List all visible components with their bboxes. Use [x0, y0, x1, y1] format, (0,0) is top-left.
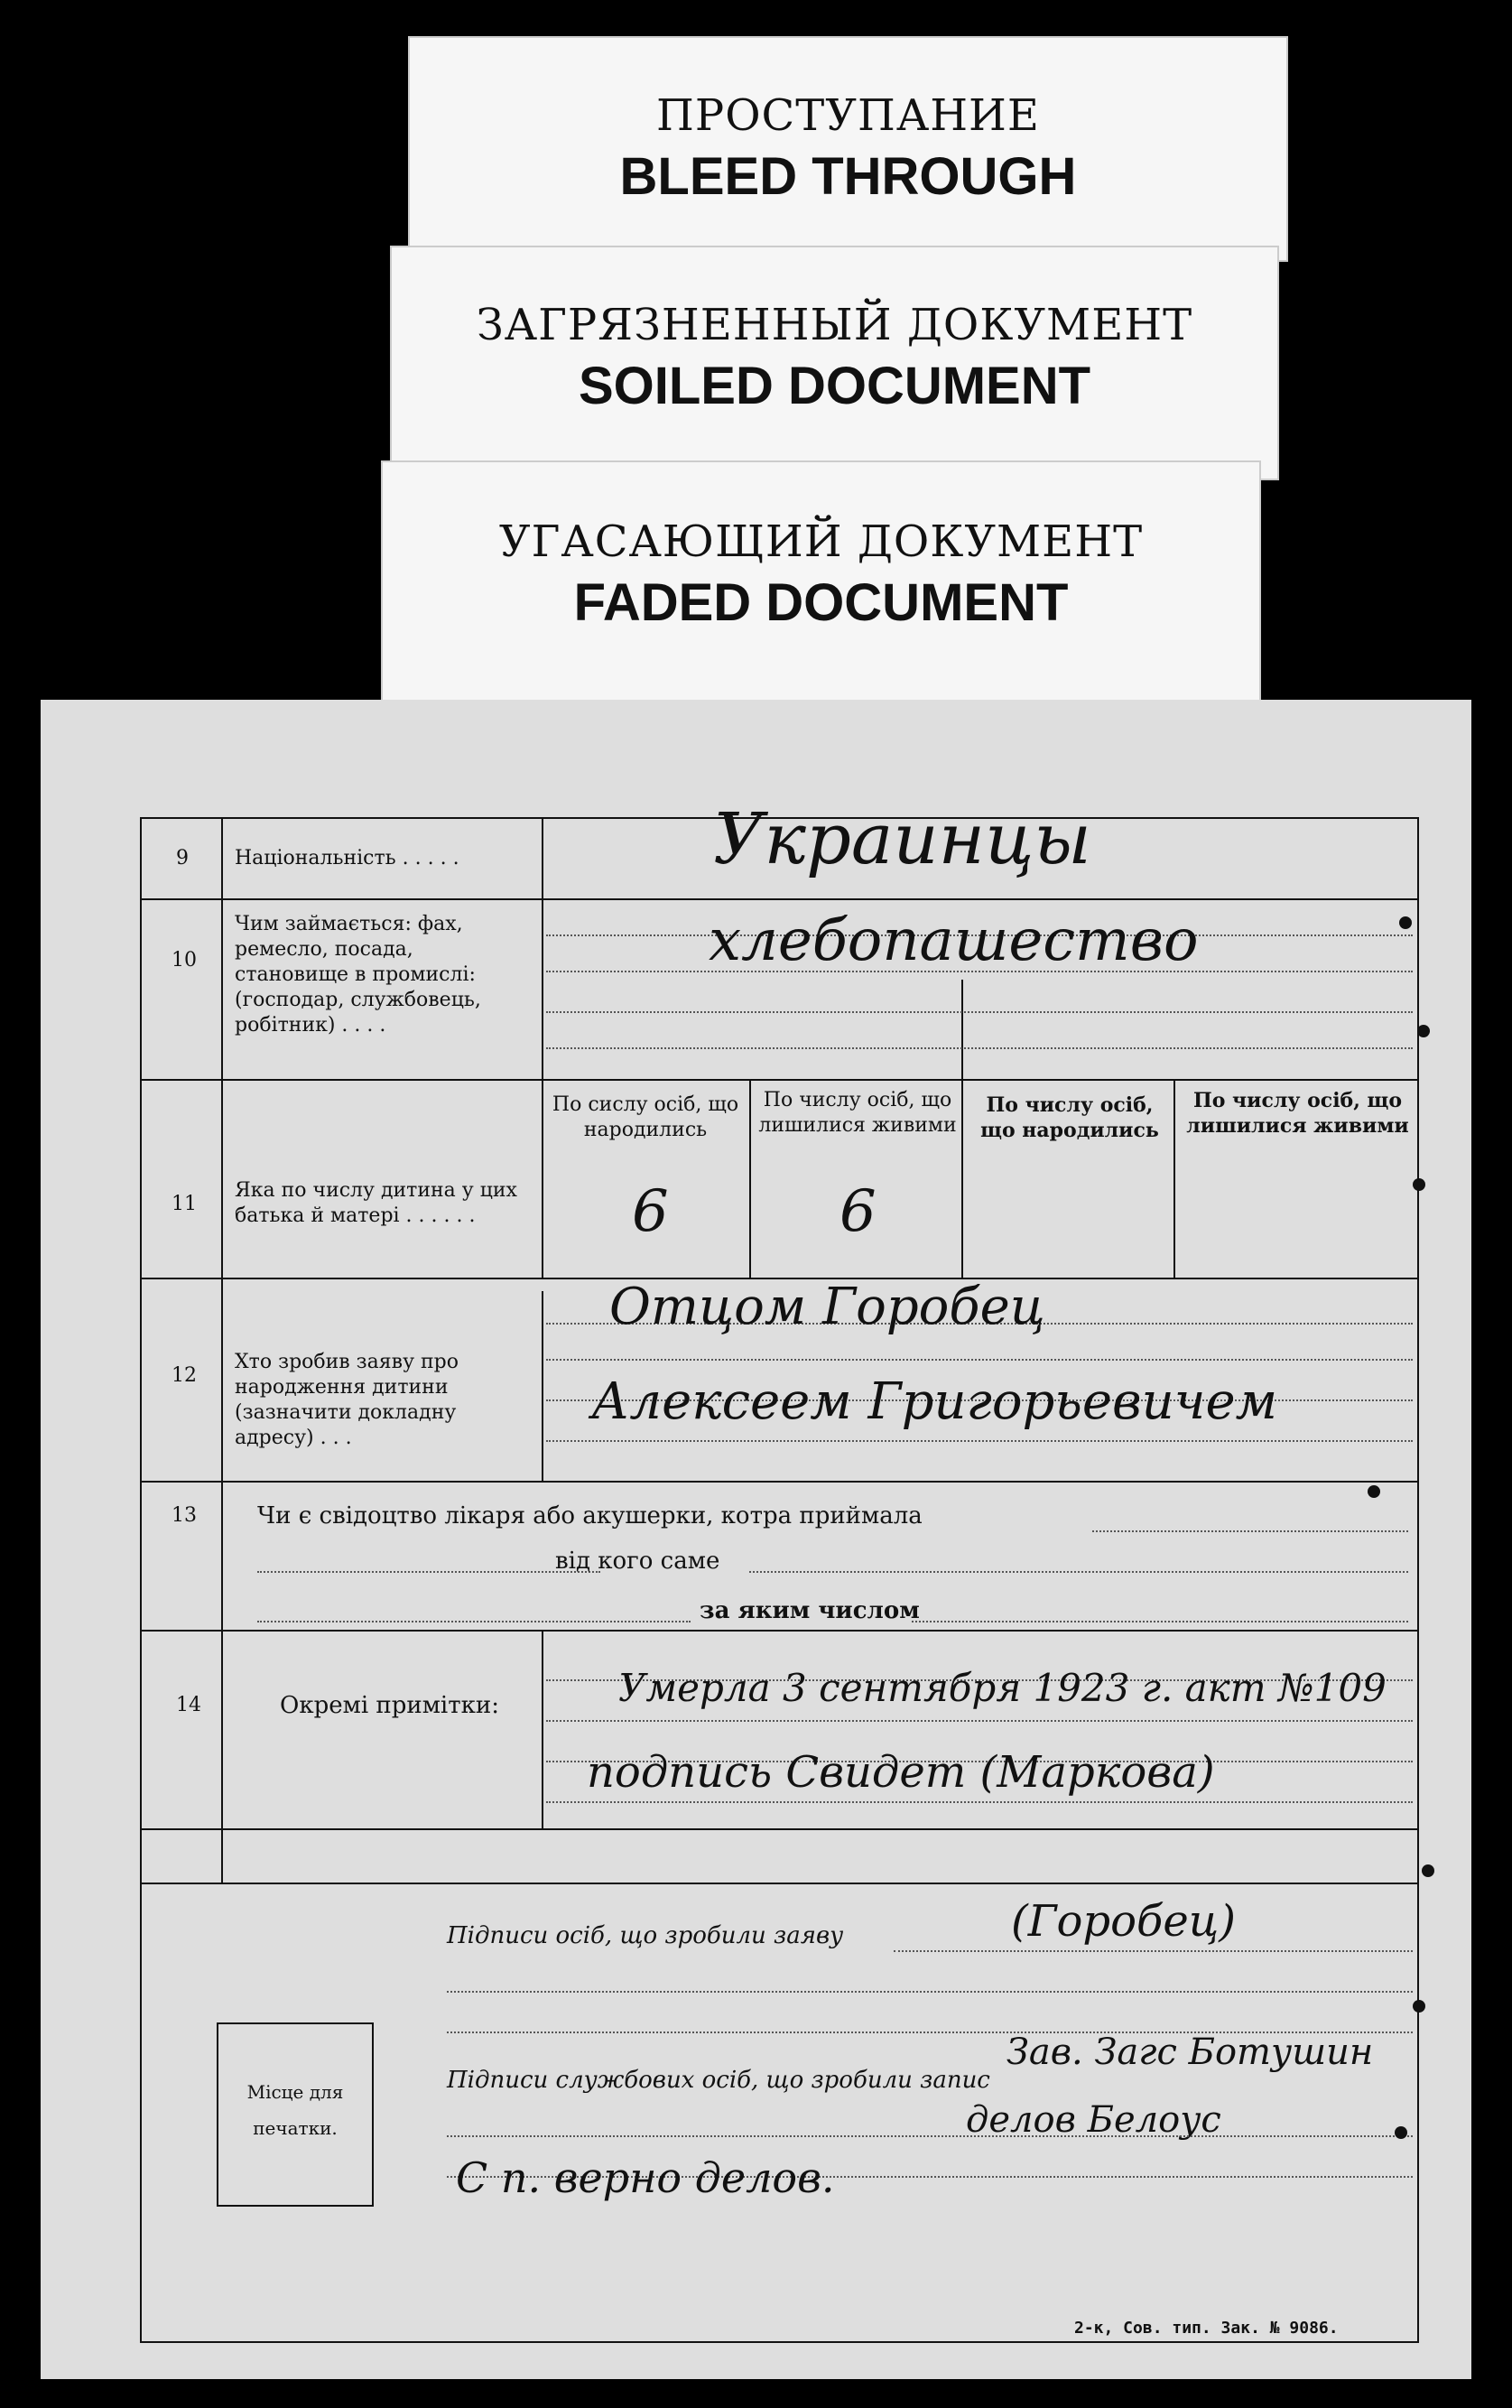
- dotted-line: [546, 1720, 1413, 1722]
- frame-bottom: [140, 2341, 1417, 2343]
- label-column-line-2: [542, 1291, 543, 1481]
- seal-placeholder-label: Місце для печатки.: [246, 2081, 344, 2139]
- applicants-signature-value: (Горобец): [1011, 1896, 1236, 1947]
- dotted-line: [546, 1440, 1413, 1442]
- dotted-line: [749, 1571, 1408, 1573]
- dotted-line: [257, 1621, 691, 1622]
- dotted-line: [546, 1047, 1413, 1049]
- dotted-line: [912, 1621, 1408, 1622]
- bleed-through-en: BLEED THROUGH: [619, 147, 1077, 206]
- officials-signature-value-2: делов Белоус: [966, 2099, 1221, 2141]
- printer-footer: 2-к, Сов. тип. Зак. № 9086.: [1074, 2319, 1339, 2338]
- dotted-line: [257, 1571, 600, 1573]
- row-line-10: [140, 1079, 1417, 1081]
- binding-hole: [1422, 1864, 1434, 1877]
- row-9-label: Національність . . . . .: [235, 847, 459, 869]
- row-10-value: хлебопашество: [709, 907, 1199, 974]
- bleed-through-ru: ПРОСТУПАНИЕ: [656, 90, 1040, 141]
- bleed-through-label: [408, 36, 1288, 262]
- binding-hole: [1399, 916, 1412, 929]
- row-12-value-1: Отцом Горобец: [609, 1278, 1045, 1336]
- dotted-line: [447, 2135, 1413, 2137]
- dotted-line: [546, 1011, 1413, 1013]
- row-13-line-1: Чи є свідоцтво лікаря або акушерки, котра приймала: [257, 1502, 923, 1529]
- r11-col3-line: [1173, 1079, 1175, 1278]
- soiled-document-label: [390, 246, 1279, 480]
- soiled-document-en: SOILED DOCUMENT: [578, 357, 1091, 415]
- row-13-line-3: за яким числом: [700, 1597, 920, 1624]
- r11-header-alive-1: По числу осіб, що лишилися живими: [758, 1089, 957, 1137]
- applicants-signature-label: Підписи осіб, що зробили заяву: [447, 1922, 844, 1949]
- num-column-line: [221, 817, 223, 1883]
- row-14-label: Окремі примітки:: [280, 1692, 499, 1719]
- row-10-number: 10: [172, 949, 197, 972]
- officials-signature-label: Підписи службових осіб, що зробили запис: [447, 2067, 990, 2094]
- row-line-9: [140, 898, 1417, 900]
- row-line-15: [140, 1883, 1417, 1884]
- faded-document-ru: УГАСАЮЩИЙ ДОКУМЕНТ: [498, 516, 1144, 567]
- row-11-label: Яка по числу дитина у цих батька й матері . . . . . .: [235, 1179, 517, 1227]
- row-14-value-2: подпись Свидет (Маркова): [587, 1747, 1215, 1798]
- soiled-document-ru: ЗАГРЯЗНЕННЫЙ ДОКУМЕНТ: [476, 300, 1193, 350]
- row-11-number: 11: [172, 1193, 197, 1215]
- row-9-value: Украинцы: [713, 799, 1091, 880]
- r11-value-born: 6: [632, 1178, 669, 1245]
- officials-signature-value-1: Зав. Загс Ботушин: [1006, 2031, 1374, 2073]
- r11-col1-line: [749, 1079, 751, 1278]
- frame-right: [1417, 817, 1419, 2343]
- copy-verified-note: С п. верно делов.: [456, 2153, 835, 2202]
- row-9-number: 9: [176, 847, 189, 869]
- dotted-line: [447, 1991, 1413, 1993]
- label-column-line-3: [542, 1630, 543, 1828]
- row-14-value-1: Умерла 3 сентября 1923 г. акт №109: [618, 1666, 1387, 1710]
- row-12-value-2: Алексеем Григорьевичем: [591, 1372, 1278, 1431]
- dotted-line: [1092, 1530, 1408, 1532]
- row-13-line-2: від кого саме: [555, 1548, 720, 1575]
- binding-hole: [1413, 2000, 1425, 2013]
- row-line-14: [140, 1828, 1417, 1830]
- birth-record-form: [41, 700, 1471, 2379]
- binding-hole: [1395, 2126, 1407, 2139]
- label-column-line: [542, 817, 543, 1278]
- dotted-line: [546, 1801, 1413, 1803]
- row-13-number: 13: [172, 1504, 197, 1527]
- row-12-number: 12: [172, 1364, 197, 1387]
- form-grid: [99, 799, 1409, 2343]
- r11-value-alive: 6: [839, 1178, 877, 1245]
- row-line-12: [140, 1481, 1417, 1483]
- frame-left: [140, 817, 142, 2343]
- dotted-line: [546, 1359, 1413, 1361]
- faded-document-en: FADED DOCUMENT: [573, 573, 1069, 632]
- binding-hole: [1417, 1025, 1430, 1037]
- faded-document-label: [381, 460, 1261, 704]
- row-14-number: 14: [176, 1694, 201, 1716]
- r11-header-born-1: По сислу осіб, що народились: [552, 1093, 739, 1141]
- r11-header-alive-2: По числу осіб, що лишилися живими: [1186, 1089, 1409, 1138]
- seal-placeholder-box: [217, 2022, 374, 2207]
- r11-header-born-2: По числу осіб, що народились: [980, 1093, 1159, 1142]
- binding-hole: [1413, 1178, 1425, 1191]
- row-10-label: Чим займається: фах, ремесло, посада, становище в промислі: (господар, службовець, робітник) . . . .: [235, 913, 481, 1037]
- binding-hole: [1368, 1485, 1380, 1498]
- row-line-13: [140, 1630, 1417, 1632]
- row-12-label: Хто зробив заяву про народження дитини (зазначити докладну адресу) . . .: [235, 1351, 459, 1449]
- dotted-line: [894, 1950, 1413, 1952]
- r11-col2-line: [961, 980, 963, 1278]
